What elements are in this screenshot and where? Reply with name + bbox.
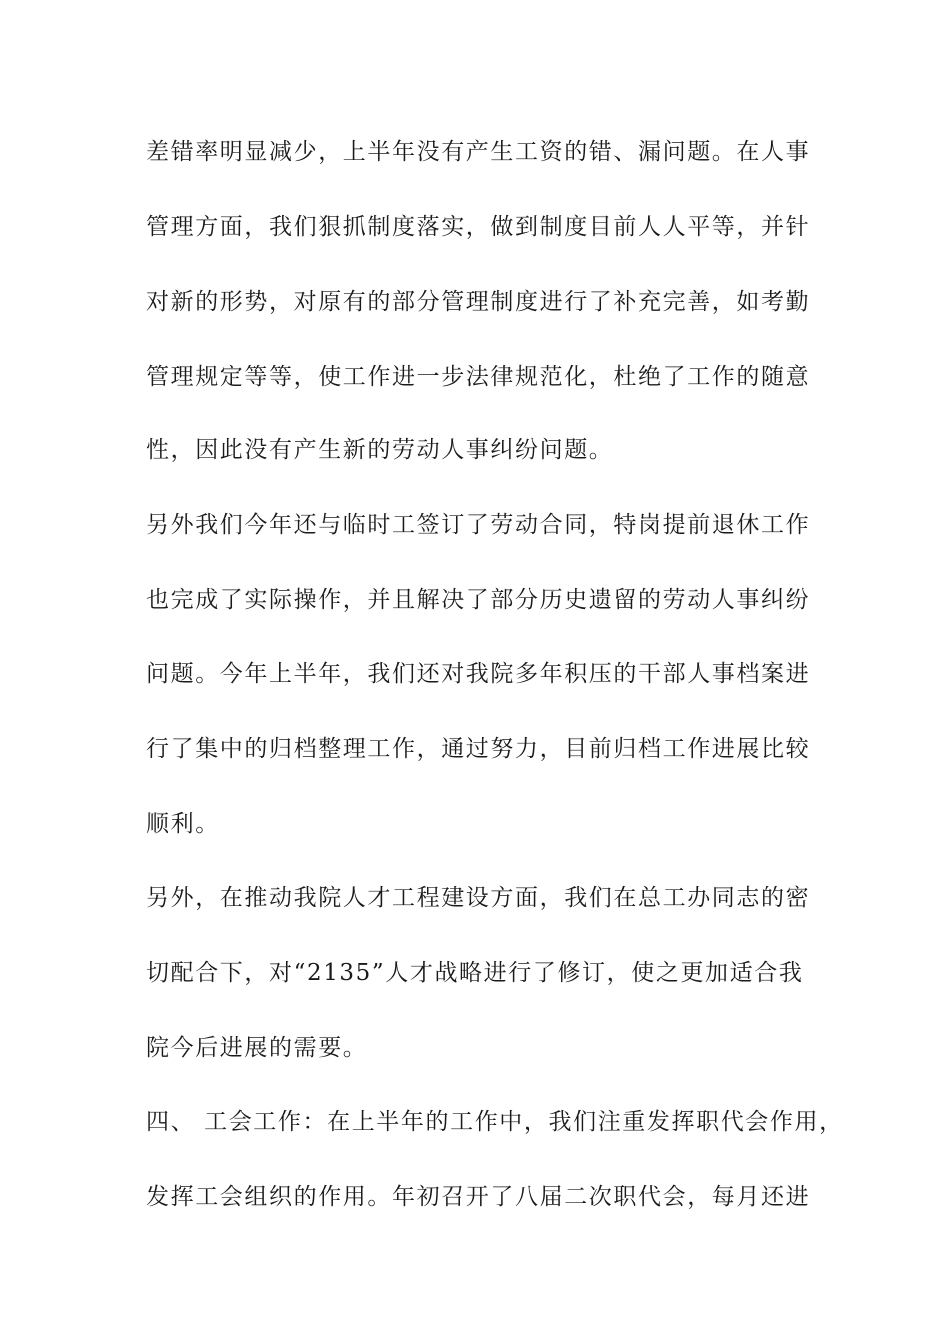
text-line: 另外我们今年还与临时工签订了劳动合同，特岗提前退休工作 xyxy=(146,512,811,538)
section-heading-line: 四、 工会工作：在上半年的工作中，我们注重发挥职代会作用， xyxy=(146,1109,844,1135)
text-line: 发挥工会组织的作用。年初召开了八届二次职代会，每月还进 xyxy=(146,1184,811,1210)
text-line: 管理规定等等，使工作进一步法律规范化，杜绝了工作的随意 xyxy=(146,364,811,390)
text-line: 性，因此没有产生新的劳动人事纠纷问题。 xyxy=(146,437,614,463)
text-line: 切配合下，对“2135”人才战略进行了修订，使之更加适合我 xyxy=(146,960,804,986)
text-line: 行了集中的归档整理工作，通过努力，目前归档工作进展比较 xyxy=(146,736,811,762)
text-line: 差错率明显减少，上半年没有产生工资的错、漏问题。在人事 xyxy=(146,139,811,165)
text-line: 另外，在推动我院人才工程建设方面，我们在总工办同志的密 xyxy=(146,885,811,911)
text-line: 院今后进展的需要。 xyxy=(146,1035,368,1061)
text-line: 问题。今年上半年，我们还对我院多年积压的干部人事档案进 xyxy=(146,661,811,687)
text-line: 对新的形势，对原有的部分管理制度进行了补充完善，如考勤 xyxy=(146,289,811,315)
text-line: 顺利。 xyxy=(146,811,220,837)
text-line: 管理方面，我们狠抓制度落实，做到制度目前人人平等，并针 xyxy=(146,214,811,240)
text-line: 也完成了实际操作，并且解决了部分历史遗留的劳动人事纠纷 xyxy=(146,587,811,613)
